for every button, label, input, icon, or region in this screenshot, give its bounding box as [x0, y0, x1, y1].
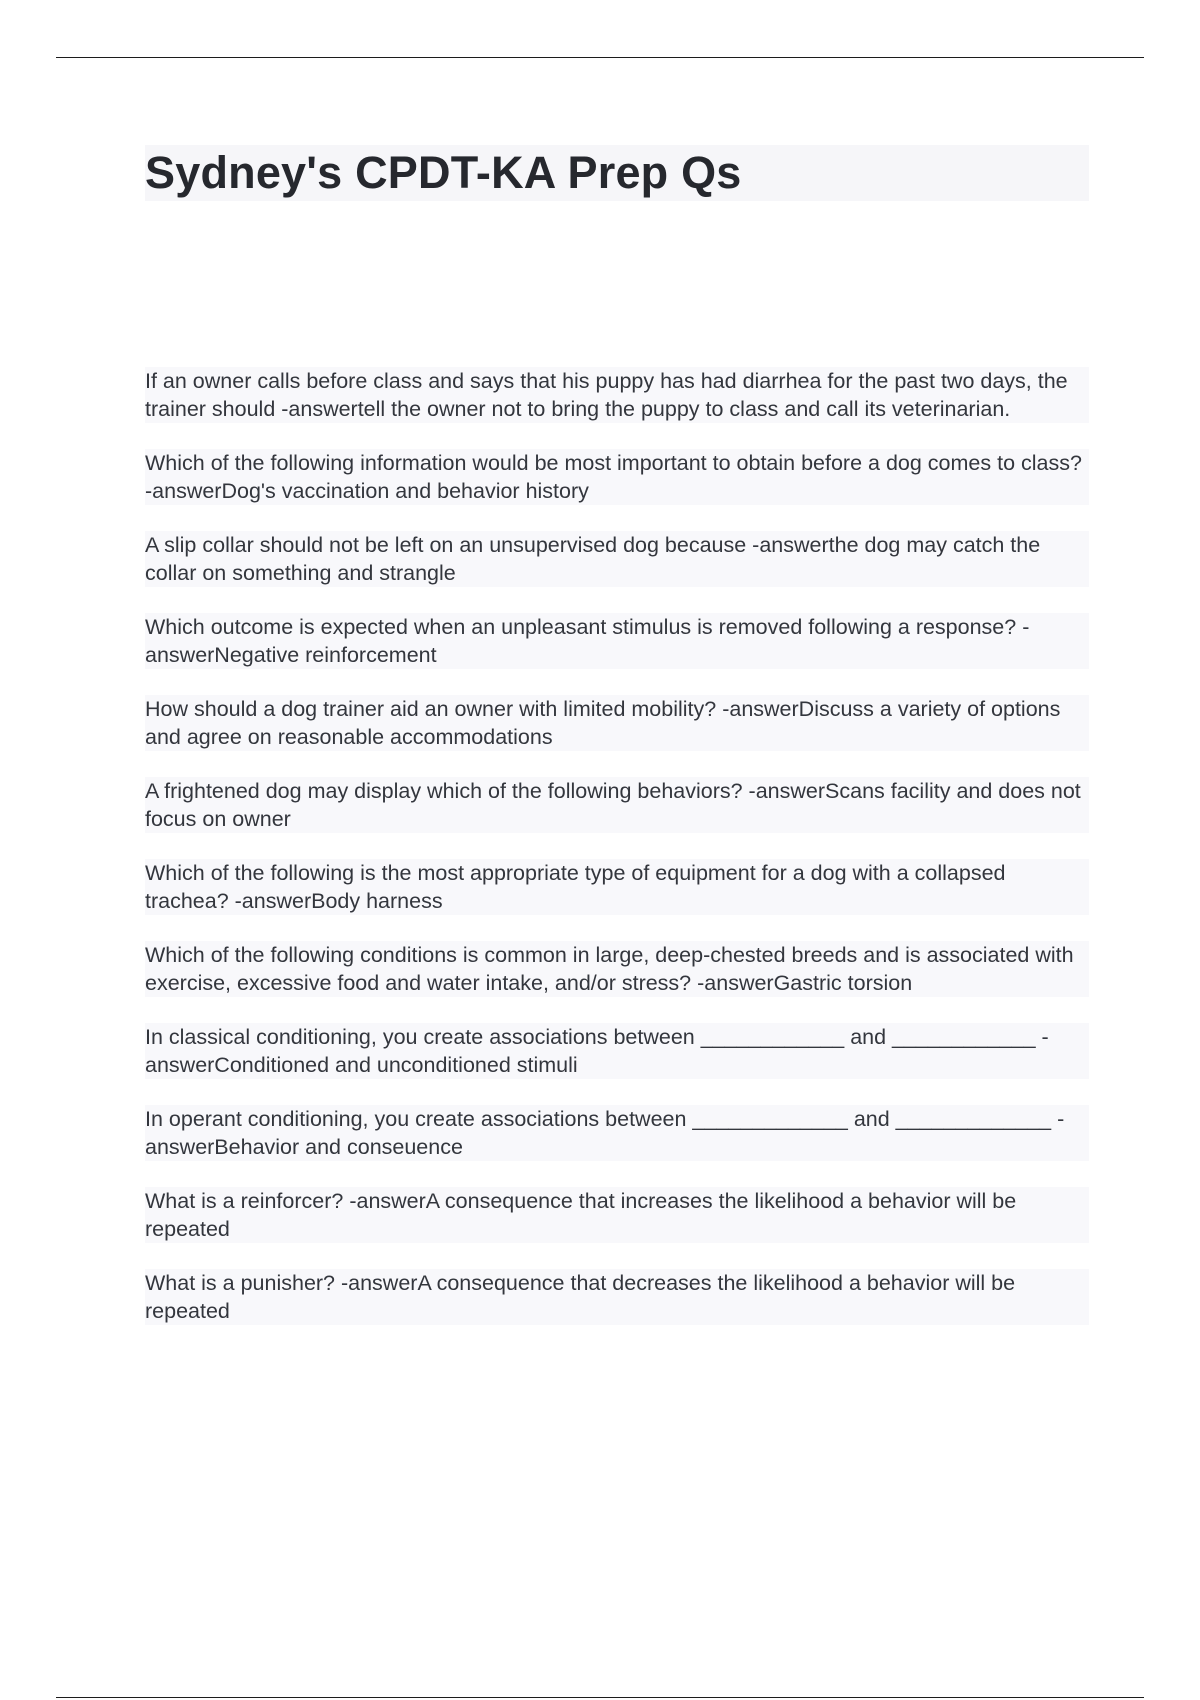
qa-item: A frightened dog may display which of the following behaviors? -answerScans facility and does not focus on owner	[145, 777, 1089, 833]
qa-item: A slip collar should not be left on an unsupervised dog because -answerthe dog may catch the collar on something and strangle	[145, 531, 1089, 587]
qa-item: If an owner calls before class and says that his puppy has had diarrhea for the past two days, the trainer should -answertell the owner not to bring the puppy to class and call its veterinarian.	[145, 367, 1089, 423]
document-title: Sydney's CPDT-KA Prep Qs	[145, 147, 742, 198]
qa-list	[145, 367, 1089, 1351]
qa-item: How should a dog trainer aid an owner with limited mobility? -answerDiscuss a variety of options and agree on reasonable accommodations	[145, 695, 1089, 751]
bottom-rule	[56, 1697, 1144, 1698]
qa-item: In classical conditioning, you create associations between ____________ and ____________ -answerConditioned and unconditioned stimuli	[145, 1023, 1089, 1079]
qa-item: Which of the following information would be most important to obtain before a dog comes to class? -answerDog's vaccination and behavior history	[145, 449, 1089, 505]
qa-item: What is a reinforcer? -answerA consequence that increases the likelihood a behavior will be repeated	[145, 1187, 1089, 1243]
qa-item: Which outcome is expected when an unpleasant stimulus is removed following a response? -answerNegative reinforcement	[145, 613, 1089, 669]
qa-item: Which of the following conditions is common in large, deep-chested breeds and is associated with exercise, excessive food and water intake, and/or stress? -answerGastric torsion	[145, 941, 1089, 997]
top-rule	[56, 57, 1144, 58]
qa-item: In operant conditioning, you create associations between _____________ and _____________ -answerBehavior and conseuence	[145, 1105, 1089, 1161]
qa-item: Which of the following is the most appropriate type of equipment for a dog with a collapsed trachea? -answerBody harness	[145, 859, 1089, 915]
qa-item: What is a punisher? -answerA consequence that decreases the likelihood a behavior will be repeated	[145, 1269, 1089, 1325]
